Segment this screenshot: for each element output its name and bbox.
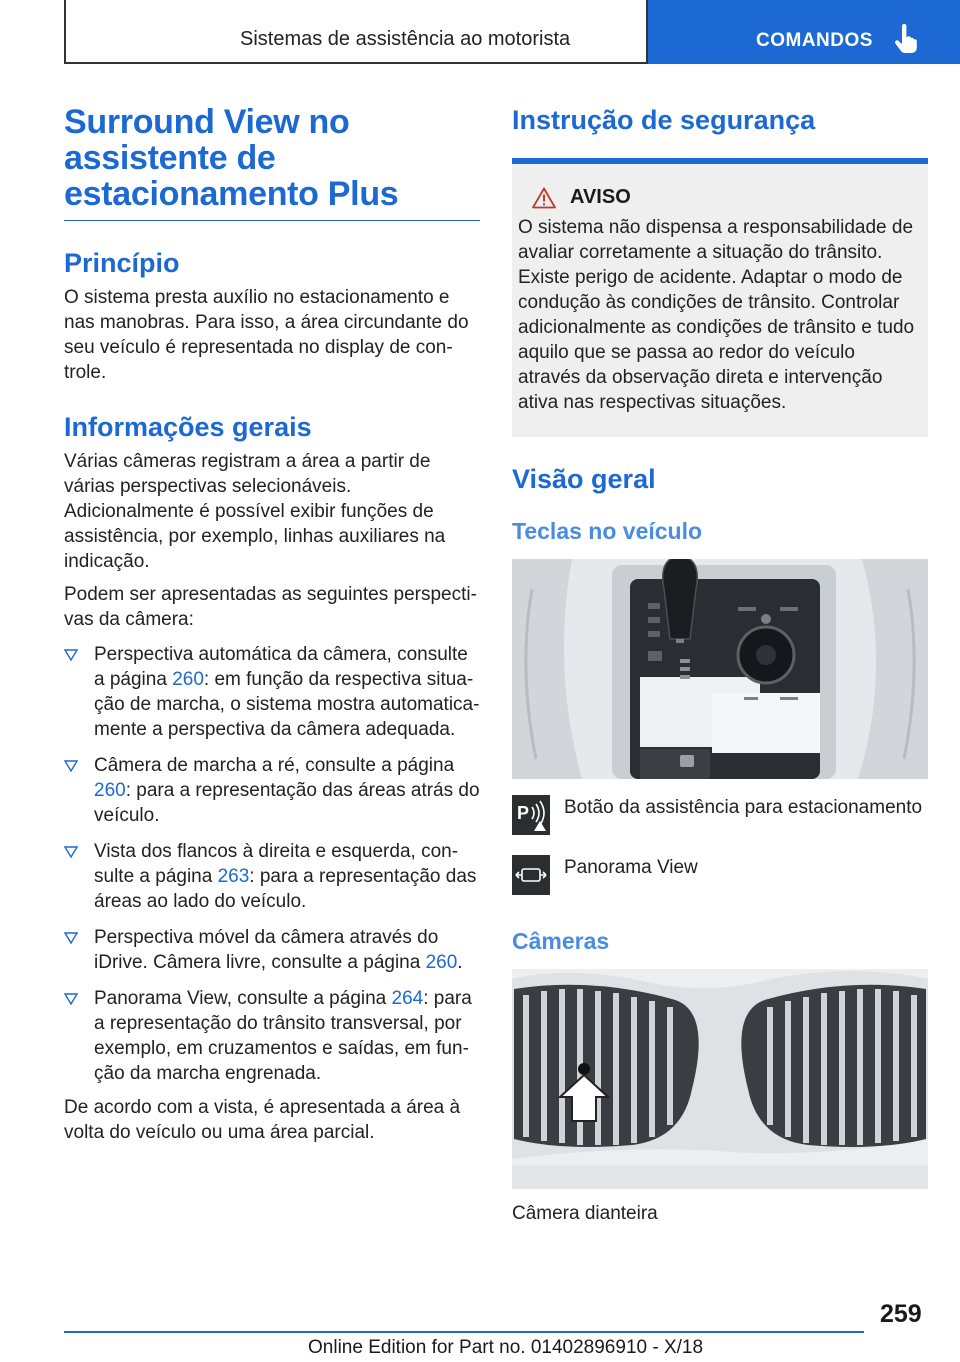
caption-front-camera: Câmera dianteira — [512, 1203, 658, 1224]
warning-text: O sistema não dispensa a responsabilidade de avaliar corretamente a situação do trânsito. Existe perigo de acidente. Adaptar o modo de condução às condições de trânsito. Controlar adicionalmente as condições de trânsito e tudo aquilo que se passa ao redor do veículo através da observação direta e intervenção ativa nas respectivas situações. — [518, 217, 915, 413]
section-title: Sistemas de assistência ao motorista — [240, 28, 571, 50]
heading-principio: Princípio — [64, 248, 180, 278]
key-park-assist — [512, 795, 928, 835]
right-column — [512, 104, 928, 1226]
page-link-260[interactable]: 260 — [425, 952, 458, 973]
key-panorama-view — [512, 855, 928, 895]
bullet-triangle-icon — [64, 760, 78, 772]
heading-instrucao-seguranca: Instrução de segurança — [512, 105, 816, 135]
list-item: Perspectiva móvel da câmera através do iDrive. Câmera livre, consulte a página 260. — [64, 925, 480, 975]
heading-informacoes-gerais: Informações gerais — [64, 412, 312, 442]
bullet-triangle-icon — [64, 649, 78, 661]
page-link-260[interactable]: 260 — [94, 780, 126, 801]
heading-teclas: Teclas no veículo — [512, 518, 703, 544]
page-number: 259 — [880, 1300, 922, 1328]
panorama-view-button-icon — [512, 855, 550, 895]
left-column — [64, 104, 480, 1145]
key-park-label: Botão da assistência para estacionamento — [564, 797, 923, 818]
page-title: Surround View no assistente de estacionamento Plus — [64, 104, 480, 221]
key-panorama-label: Panorama View — [564, 857, 698, 878]
list-item: Panorama View, consulte a página 264: para a representação do trânsito transversal, por exemplo, em cruzamentos e saídas, em função da marcha engrenada. — [64, 986, 480, 1086]
paragraph-principio: O sistema presta auxílio no estacionamento e nas manobras. Para isso, a área circundante do seu veículo é representada no display de controle. — [64, 287, 469, 383]
page-link-263[interactable]: 263 — [217, 866, 250, 887]
warning-label: AVISO — [570, 186, 631, 208]
perspective-list — [64, 642, 480, 1086]
bullet-triangle-icon — [64, 993, 78, 1005]
list-item: Vista dos flancos à direita e esquerda, consulte a página 263: para a representação das áreas ao lado do veículo. — [64, 839, 480, 914]
list-item: Perspectiva automática da câmera, consulte a página 260: em função da respectiva situação de marcha, o sistema mostra automaticamente a perspectiva da câmera adequada. — [64, 642, 480, 742]
svg-text:P: P — [517, 803, 530, 823]
heading-cameras: Câmeras — [512, 928, 610, 954]
paragraph-info-2: Podem ser apresentadas as seguintes perspectivas da câmera: — [64, 584, 477, 630]
footer-edition: Online Edition for Part no. 01402896910 - X/18 — [308, 1337, 704, 1358]
bullet-triangle-icon — [64, 846, 78, 858]
list-item: Câmera de marcha a ré, consulte a página 260: para a representação das áreas atrás do veículo. — [64, 753, 480, 828]
warning-header — [518, 186, 920, 209]
paragraph-info-1: Várias câmeras registram a área a partir de várias perspectivas selecionáveis. Adicionalmente é possível exibir funções de assistência, por exemplo, linhas auxiliares na indicação. — [64, 451, 446, 572]
park-assist-button-icon — [512, 795, 550, 835]
hand-pointer-icon — [894, 24, 920, 54]
page-link-260[interactable]: 260 — [172, 669, 204, 690]
bullet-triangle-icon — [64, 932, 78, 944]
console-photo — [512, 559, 928, 779]
chapter-label: COMANDOS — [756, 30, 873, 51]
chapter-tab[interactable] — [648, 0, 960, 64]
front-camera-photo — [512, 969, 928, 1189]
page-link-264[interactable]: 264 — [391, 988, 424, 1009]
heading-visao-geral: Visão geral — [512, 464, 656, 494]
paragraph-final: De acordo com a vista, é apresentada a área à volta do veículo ou uma área parcial. — [64, 1097, 461, 1143]
warning-triangle-icon — [532, 187, 556, 209]
footer-rule — [64, 1331, 864, 1333]
warning-box — [512, 164, 928, 437]
